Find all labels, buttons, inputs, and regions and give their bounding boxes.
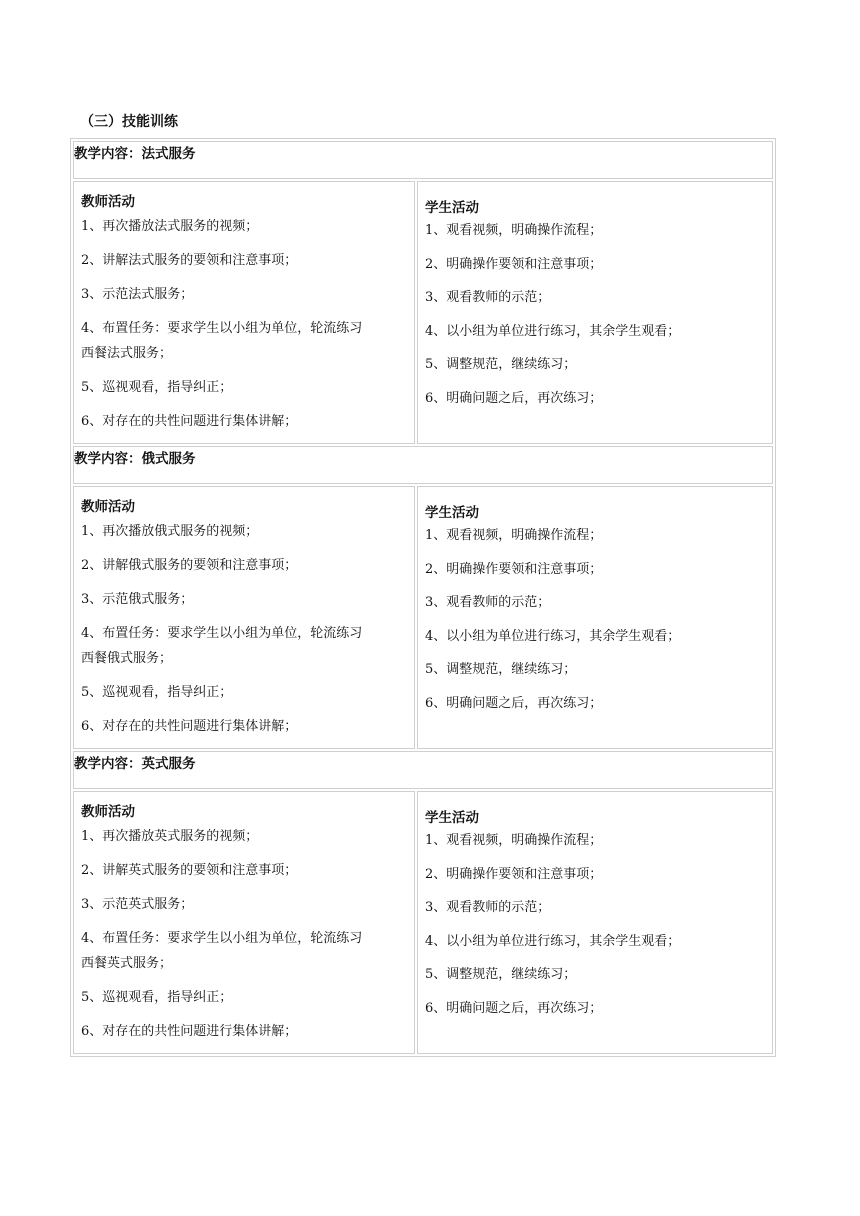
student-activity-item: 2、明确操作要领和注意事项；: [425, 866, 603, 882]
student-activity-item: 4、以小组为单位进行练习，其余学生观看；: [425, 323, 681, 339]
student-activity-item: 4、以小组为单位进行练习，其余学生观看；: [425, 933, 681, 949]
student-activity-item: 3、观看教师的示范；: [425, 595, 551, 610]
teacher-activity-item: 5、巡视观看，指导纠正；: [81, 380, 233, 395]
student-activity-item: 2、明确操作要领和注意事项；: [425, 256, 603, 272]
content-topic: 俄式服务: [141, 451, 196, 467]
teacher-activity-item: 2、讲解法式服务的要领和注意事项；: [81, 253, 298, 268]
section-heading: （三）技能训练: [80, 114, 178, 130]
teacher-activity-item: 2、讲解俄式服务的要领和注意事项；: [81, 558, 298, 573]
teaching-plan-table-wrapper: [70, 138, 774, 1057]
teacher-activity-item: 2、讲解英式服务的要领和注意事项；: [81, 863, 298, 878]
teacher-activity-item: 3、示范英式服务；: [81, 897, 194, 912]
activity-row: [73, 181, 773, 444]
teacher-activity-item: 6、对存在的共性问题进行集体讲解；: [81, 719, 298, 734]
student-activity-list: [425, 832, 766, 1017]
activity-row: [73, 791, 773, 1054]
student-activity-item: 1、观看视频，明确操作流程；: [425, 223, 603, 238]
content-label: 教学内容：: [74, 756, 142, 772]
content-row: [73, 751, 773, 789]
teacher-activity-item: 西餐法式服务；: [81, 346, 173, 361]
teacher-activity-item: 5、巡视观看，指导纠正；: [81, 990, 233, 1005]
student-activity-item: 1、观看视频，明确操作流程；: [425, 833, 603, 848]
student-activity-item: 4、以小组为单位进行练习，其余学生观看；: [425, 628, 681, 644]
teacher-activity-item: 4、布置任务：要求学生以小组为单位，轮流练习: [81, 321, 363, 336]
teacher-activity-list: [81, 218, 408, 430]
teacher-activity-item: 1、再次播放英式服务的视频；: [81, 829, 259, 844]
teaching-plan-table: [70, 138, 776, 1057]
student-activity-item: 3、观看教师的示范；: [425, 900, 551, 915]
activity-row: [73, 486, 773, 749]
teacher-activity-item: 6、对存在的共性问题进行集体讲解；: [81, 414, 298, 429]
content-cell: [73, 141, 773, 179]
teacher-activity-item: 4、布置任务：要求学生以小组为单位，轮流练习: [81, 931, 363, 946]
student-activity-list: [425, 222, 766, 407]
teacher-activity-item: 西餐俄式服务；: [81, 651, 173, 666]
content-cell: [73, 446, 773, 484]
content-label: 教学内容：: [74, 451, 142, 467]
teacher-activity-cell: [73, 791, 415, 1054]
teacher-activity-item: 3、示范俄式服务；: [81, 592, 194, 607]
student-activity-cell: [417, 791, 773, 1054]
teacher-activity-item: 1、再次播放俄式服务的视频；: [81, 524, 259, 539]
teacher-activity-list: [81, 828, 408, 1040]
content-cell: [73, 751, 773, 789]
teacher-activity-title: 教师活动: [81, 804, 135, 820]
teacher-activity-item: 5、巡视观看，指导纠正；: [81, 685, 233, 700]
student-activity-item: 5、调整规范，继续练习；: [425, 967, 577, 982]
student-activity-cell: [417, 486, 773, 749]
teacher-activity-item: 3、示范法式服务；: [81, 287, 194, 302]
content-topic: 英式服务: [141, 756, 196, 772]
student-activity-item: 5、调整规范，继续练习；: [425, 357, 577, 372]
teacher-activity-item: 6、对存在的共性问题进行集体讲解；: [81, 1024, 298, 1039]
content-topic: 法式服务: [141, 146, 196, 162]
teacher-activity-item: 西餐英式服务；: [81, 956, 173, 971]
student-activity-item: 6、明确问题之后，再次练习；: [425, 695, 603, 711]
student-activity-title: 学生活动: [425, 200, 479, 216]
student-activity-item: 3、观看教师的示范；: [425, 290, 551, 305]
student-activity-list: [425, 527, 766, 712]
content-row: [73, 141, 773, 179]
student-activity-item: 6、明确问题之后，再次练习；: [425, 390, 603, 406]
teacher-activity-item: 1、再次播放法式服务的视频；: [81, 219, 259, 234]
student-activity-item: 6、明确问题之后，再次练习；: [425, 1000, 603, 1016]
teacher-activity-title: 教师活动: [81, 499, 135, 515]
student-activity-item: 1、观看视频，明确操作流程；: [425, 528, 603, 543]
student-activity-cell: [417, 181, 773, 444]
student-activity-item: 5、调整规范，继续练习；: [425, 662, 577, 677]
student-activity-title: 学生活动: [425, 810, 479, 826]
teacher-activity-cell: [73, 181, 415, 444]
teacher-activity-list: [81, 523, 408, 735]
student-activity-item: 2、明确操作要领和注意事项；: [425, 561, 603, 577]
teacher-activity-cell: [73, 486, 415, 749]
student-activity-title: 学生活动: [425, 505, 479, 521]
teacher-activity-item: 4、布置任务：要求学生以小组为单位，轮流练习: [81, 626, 363, 641]
content-label: 教学内容：: [74, 146, 142, 162]
teacher-activity-title: 教师活动: [81, 194, 135, 210]
content-row: [73, 446, 773, 484]
